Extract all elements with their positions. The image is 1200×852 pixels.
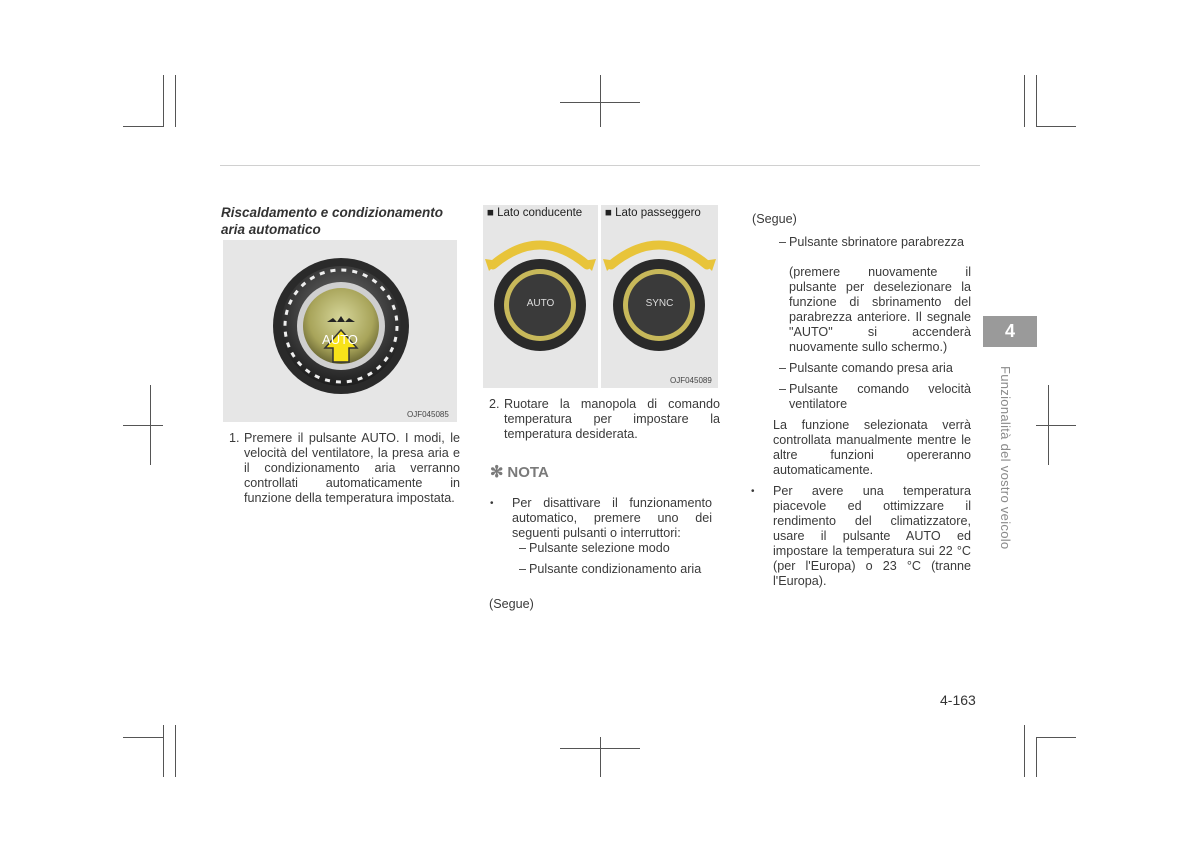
segue-note: (Segue) <box>489 597 534 611</box>
auto-knob-illustration <box>223 240 457 422</box>
crop-mark <box>1024 725 1025 777</box>
section-title: Riscaldamento e condizionamento aria automatico <box>221 205 444 237</box>
crop-mark <box>600 75 601 127</box>
crop-mark <box>1036 737 1037 777</box>
nota-bullet: • Per disattivare il funzionamento automatico, premere uno dei seguenti pulsanti o interruttori: <box>490 496 712 540</box>
passenger-knob-label: SYNC <box>645 298 674 309</box>
crop-mark <box>123 737 163 738</box>
crop-mark <box>175 725 176 777</box>
col3-bullet: • Per avere una temperatura piacevole ed ottimizzare il rendimento del climatizzatore, usare il pulsante AUTO ed impostare la temperatura sui 22 °C (per l'Europa) o 23 °C (tranne l'Europa). <box>751 484 971 588</box>
passenger-caption: ■ Lato passeggero <box>605 207 701 219</box>
step-text: Ruotare la manopola di comando temperatura per impostare la temperatura desiderata. <box>504 397 720 441</box>
crop-mark <box>163 725 164 777</box>
bullet-icon: • <box>751 486 755 497</box>
step-text: Premere il pulsante AUTO. I modi, le velocità del ventilatore, la presa aria e il condizionamento aria verranno controllati automaticamente in funzione della temperatura impostata. <box>244 431 460 505</box>
col3-dash-1: – Pulsante sbrinatore parabrezza <box>779 235 965 249</box>
nota-dash-1: – Pulsante selezione modo <box>519 541 670 555</box>
crop-mark <box>163 75 164 127</box>
step-number: 2. <box>489 397 500 411</box>
col3-dash-2: – Pulsante comando presa aria <box>779 361 953 375</box>
driver-knob-label: AUTO <box>526 298 555 309</box>
figure-passenger-side <box>601 205 718 388</box>
figure-code: OJF045089 <box>670 376 712 385</box>
passenger-knob-illustration <box>601 205 718 388</box>
crop-mark <box>560 102 640 103</box>
segue-note: (Segue) <box>752 212 797 226</box>
bullet-icon: • <box>490 498 494 509</box>
chapter-tab: 4 <box>983 316 1037 347</box>
crop-mark <box>1036 425 1076 426</box>
crop-mark <box>1036 126 1076 127</box>
driver-caption: ■ Lato conducente <box>487 207 583 219</box>
col3-dash-3: – Pulsante comando velocità ventilatore <box>779 382 971 411</box>
crop-mark <box>600 737 601 777</box>
figure-driver-side <box>483 205 598 388</box>
page-number: 4-163 <box>940 692 976 708</box>
step-1 <box>229 431 460 506</box>
nota-dash-2: – Pulsante condizionamento aria <box>519 562 702 576</box>
chapter-title: Funzionalità del vostro veicolo <box>998 366 1013 550</box>
crop-mark <box>123 425 163 426</box>
figure-code: OJF045085 <box>407 410 449 419</box>
crop-mark <box>1036 737 1076 738</box>
crop-mark <box>175 75 176 127</box>
col3-dash-1-note: (premere nuovamente il pulsante per deselezionare la funzione di sbrinamento del parabrezza anteriore. Il segnale "AUTO" si accenderà nuovamente sullo schermo.) <box>789 265 971 354</box>
nota-heading: ✻ NOTA <box>490 464 549 481</box>
step-2 <box>489 397 720 442</box>
crop-mark <box>560 748 640 749</box>
auto-knob-label: AUTO <box>322 332 358 347</box>
figure-auto-button <box>223 240 457 422</box>
crop-mark <box>1024 75 1025 127</box>
col3-paragraph: La funzione selezionata verrà controllata manualmente mentre le altre funzioni opereranno automaticamente. <box>773 418 971 477</box>
crop-mark <box>123 126 163 127</box>
step-number: 1. <box>229 431 240 445</box>
asterisk-icon: ✻ <box>490 464 504 481</box>
driver-knob-illustration <box>483 205 598 388</box>
crop-mark <box>1036 75 1037 127</box>
header-rule <box>220 165 980 166</box>
